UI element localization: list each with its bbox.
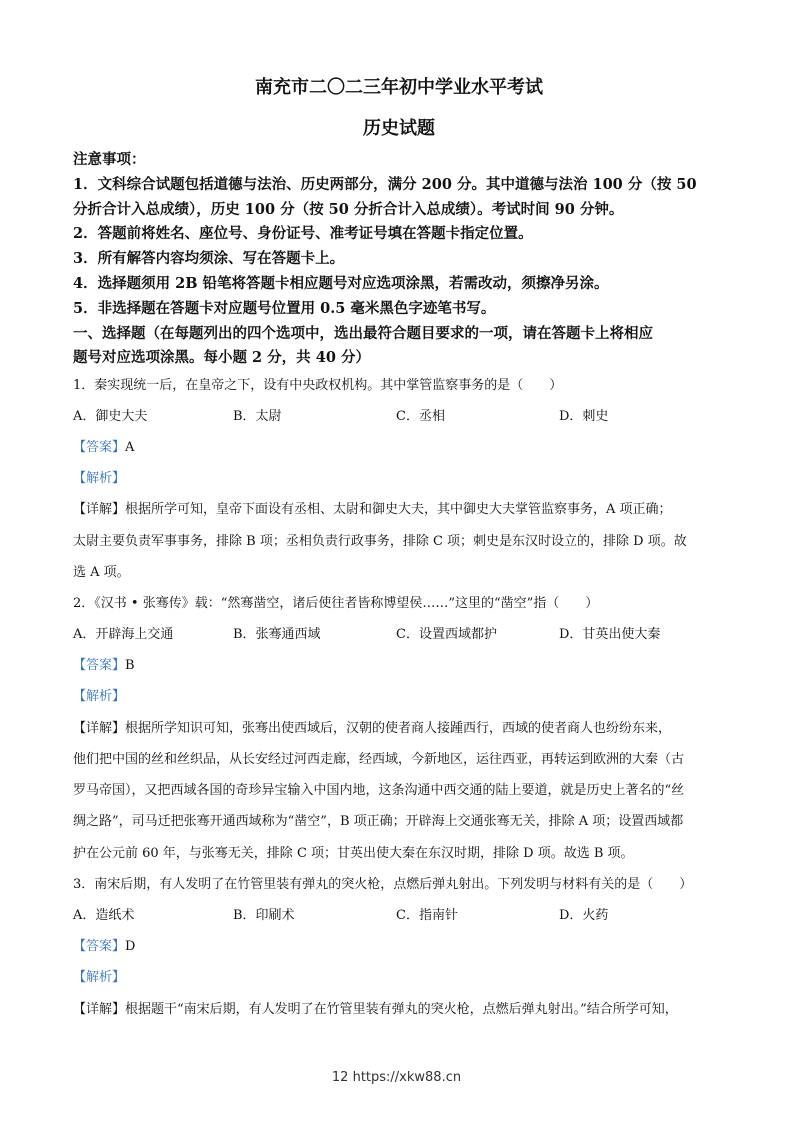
section-heading: 一、选择题（在每题列出的四个选项中，选出最符合题目要求的一项，请在答题卡上将相应	[73, 325, 653, 342]
note-line: 分折合计入总成绩），历史 100 分（按 50 分折合计入总成绩）。考试时间 90 分钟。	[73, 201, 624, 218]
option-a: A．造纸术	[73, 908, 135, 923]
option-d: D．甘英出使大秦	[559, 627, 661, 642]
detail-line	[73, 498, 725, 517]
detail-line: 罗马帝国），又把西域各国的奇珍异宝输入中国内地，这条沟通中西交通的陆上要道，就是历史上著名的“丝	[73, 783, 685, 798]
option-b: B．太尉	[233, 409, 282, 424]
option-b: B．印刷术	[233, 908, 295, 923]
answer-line	[73, 654, 725, 673]
detail-text: 根据所学可知，皇帝下面设有丞相、太尉和御史大夫，其中御史大夫掌管监察事务，A 项正确；	[125, 502, 672, 517]
section-heading: 题号对应选项涂黑。每小题 2 分，共 40 分）	[73, 349, 370, 366]
detail-line: 选 A 项。	[73, 565, 130, 580]
notes-heading: 注意事项：	[73, 151, 146, 168]
detail-line: 护在公元前 60 年，与张骞无关，排除 C 项；甘英出使大秦在东汉时期，排除 D 项。故选 B 项。	[73, 846, 634, 861]
detail-tag: 【详解】	[73, 502, 126, 517]
detail-line: 太尉主要负责军事事务，排除 B 项；丞相负责行政事务，排除 C 项；刺史是东汉时设立的，排除 D 项。故	[73, 534, 687, 549]
page-footer: 12 https://xkw88.cn	[331, 1070, 462, 1085]
exam-title: 南充市二〇二三年初中学业水平考试	[255, 77, 543, 98]
detail-text: 根据题干“南宋后期，有人发明了在竹管里装有弹丸的突火枪，点燃后弹丸射出。”结合所学可知，	[125, 1002, 678, 1017]
detail-text: 根据所学知识可知，张骞出使西域后，汉朝的使者商人接踵西行，西域的使者商人也纷纷东来，	[125, 721, 672, 736]
option-d: D．火药	[559, 908, 609, 923]
option-c: C．设置西域都护	[396, 627, 497, 642]
note-line: 4．选择题须用 2B 铅笔将答题卡相应题号对应选项涂黑，若需改动，须擦净另涂。	[73, 275, 609, 292]
analysis-tag: 【解析】	[73, 689, 126, 704]
answer-tag: 【答案】	[73, 939, 126, 954]
answer-value: B	[125, 658, 135, 673]
answer-line	[73, 436, 725, 455]
detail-tag: 【详解】	[73, 721, 126, 736]
note-line: 5．非选择题在答题卡对应题号位置用 0.5 毫米黑色字迹笔书写。	[73, 300, 496, 317]
detail-line: 他们把中国的丝和丝织品，从长安经过河西走廊，经西域，今新地区，运往西亚，再转运到欧洲的大秦（古	[73, 752, 685, 767]
question-stem: 2．《汉书 • 张骞传》载：“然骞凿空，诸后使往者皆称博望侯……”这里的“凿空”指（ ）	[73, 596, 599, 611]
note-line: 3．所有解答内容均须涂、写在答题卡上。	[73, 250, 345, 267]
exam-subtitle: 历史试题	[363, 118, 435, 139]
option-b: B．张骞通西域	[233, 627, 321, 642]
analysis-tag: 【解析】	[73, 471, 126, 486]
answer-line	[73, 935, 725, 954]
analysis-tag: 【解析】	[73, 970, 126, 985]
detail-line	[73, 998, 725, 1017]
option-a: A．开辟海上交通	[73, 627, 174, 642]
answer-value: D	[125, 939, 136, 954]
answer-tag: 【答案】	[73, 658, 126, 673]
detail-line: 绸之路”，司马迁把张骞开通西域称为“凿空”，B 项正确；开辟海上交通张骞无关，排除 A 项；设置西域都	[73, 814, 684, 829]
question-stem: 3．南宋后期，有人发明了在竹管里装有弹丸的突火枪，点燃后弹丸射出。下列发明与材料有关的是（ ）	[73, 877, 693, 892]
option-c: C．指南针	[396, 908, 458, 923]
option-d: D．刺史	[559, 409, 609, 424]
detail-tag: 【详解】	[73, 1002, 126, 1017]
option-a: A．御史大夫	[73, 409, 148, 424]
question-stem: 1．秦实现统一后，在皇帝之下，设有中央政权机构。其中掌管监察事务的是（ ）	[73, 378, 563, 393]
detail-line	[73, 717, 725, 736]
note-line: 2．答题前将姓名、座位号、身份证号、准考证号填在答题卡指定位置。	[73, 225, 533, 242]
answer-value: A	[125, 440, 135, 455]
option-c: C．丞相	[396, 409, 445, 424]
answer-tag: 【答案】	[73, 440, 126, 455]
note-line: 1．文科综合试题包括道德与法治、历史两部分，满分 200 分。其中道德与法治 100 分（按 50	[73, 176, 697, 193]
